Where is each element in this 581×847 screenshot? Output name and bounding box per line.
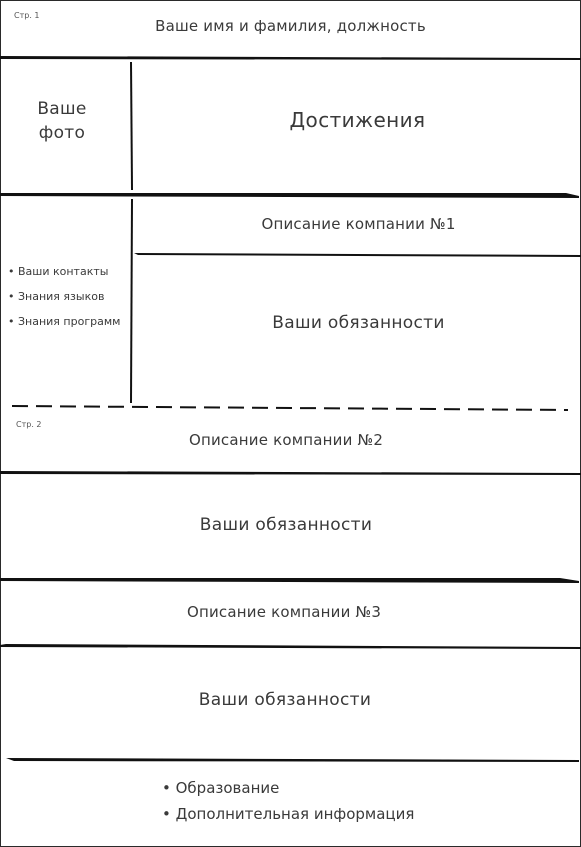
bottom-list [162, 775, 562, 827]
company-2-duties: Ваши обязанности [199, 515, 373, 535]
divider-1 [0, 52, 581, 62]
achievements-section: Достижения [289, 108, 426, 132]
divider-5 [0, 575, 581, 585]
bottom-item-education: • Образование [162, 779, 280, 797]
sidebar-item-contacts: • Ваши контакты [8, 265, 109, 278]
divider-4 [0, 469, 581, 477]
page-label-1: Стр. 1 [14, 11, 40, 20]
divider-2 [0, 190, 581, 200]
divider-3 [134, 251, 581, 259]
company-3-description: Описание компании №3 [186, 603, 382, 621]
header-name-title: Ваше имя и фамилия, должность [155, 17, 426, 35]
page-break-dashed [12, 404, 568, 412]
vertical-divider-2 [126, 199, 136, 405]
company-2-description: Описание компании №2 [188, 431, 384, 449]
sidebar-list [8, 259, 126, 334]
company-3-duties: Ваши обязанности [198, 690, 372, 710]
bottom-item-additional-info: • Дополнительная информация [162, 805, 415, 823]
sidebar-item-languages: • Знания языков [8, 290, 105, 303]
divider-6 [0, 643, 581, 651]
photo-placeholder: Ваше фото [37, 99, 87, 143]
divider-7 [0, 756, 581, 766]
page-label-2: Стр. 2 [16, 420, 42, 429]
company-1-duties: Ваши обязанности [272, 313, 445, 333]
company-1-description: Описание компании №1 [261, 215, 456, 233]
sidebar-item-software: • Знания программ [8, 315, 121, 328]
